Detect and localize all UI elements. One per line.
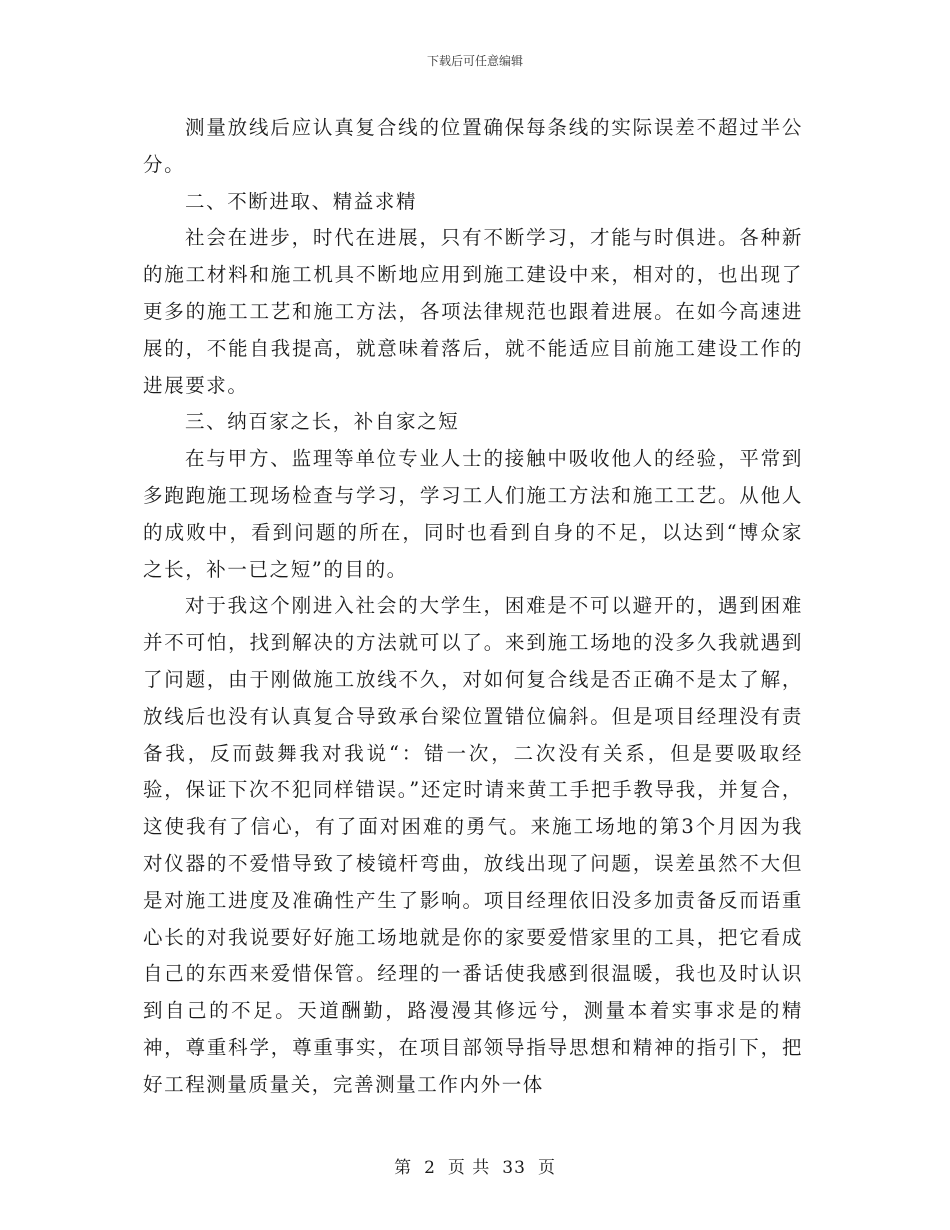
footer-total-pages: 33 — [502, 1158, 526, 1178]
paragraph-1: 测量放线后应认真复合线的位置确保每条线的实际误差不超过半公分。 — [143, 116, 803, 176]
footer-prefix: 第 — [394, 1158, 413, 1178]
section-heading-3: 三、纳百家之长，补自家之短 — [185, 410, 460, 434]
page-header-note: 下载后可任意编辑 — [426, 54, 523, 68]
document-body — [143, 110, 803, 1104]
page-footer — [0, 1153, 950, 1178]
footer-middle: 页 共 — [447, 1158, 491, 1178]
footer-page-number: 2 — [424, 1158, 436, 1178]
paragraph-4: 对于我这个刚进入社会的大学生，困难是不可以避开的，遇到困难并不可怕，找到解决的方法就可以了。来到施工场地的没多久我就遇到了问题，由于刚做施工放线不久，对如何复合线是否正确不是太了解，放线后也没有认真复合导致承台梁位置错位偏斜。但是项目经理没有责备我，反而鼓舞我对我说“：错一次，二次没有关系，但是要吸取经验，保证下次不犯同样错误。”还定时请来黄工手把手教导我，并复合，这使我有了信心，有了面对困难的勇气。来施工场地的第3个月因为我对仪器的不爱惜导致了棱镜杆弯曲，放线出现了问题，误差虽然不大但是对施工进度及准确性产生了影响。项目经理依旧没多加责备反而语重心长的对我说要好好施工场地就是你的家要爱惜家里的工具，把它看成自己的东西来爱惜保管。经理的一番话使我感到很温暖，我也及时认识到自己的不足。天道酬勤，路漫漫其修远兮，测量本着实事求是的精神，尊重科学，尊重事实，在项目部领导指导思想和精神的指引下，把好工程测量质量关，完善测量工作内外一体 — [143, 594, 803, 1096]
footer-suffix: 页 — [537, 1158, 556, 1178]
section-heading-2: 二、不断进取、精益求精 — [185, 189, 418, 213]
paragraph-3: 在与甲方、监理等单位专业人士的接触中吸收他人的经验，平常到多跑跑施工现场检查与学习，学习工人们施工方法和施工工艺。从他人的成败中，看到问题的所在，同时也看到自身的不足，以达到“博众家之长，补一已之短”的目的。 — [143, 447, 803, 581]
paragraph-2: 社会在进步，时代在进展，只有不断学习，才能与时俱进。各种新的施工材料和施工机具不断地应用到施工建设中来，相对的，也出现了更多的施工工艺和施工方法，各项法律规范也跟着进展。在如今高速进展的，不能自我提高，就意味着落后，就不能适应目前施工建设工作的进展要求。 — [143, 226, 803, 397]
